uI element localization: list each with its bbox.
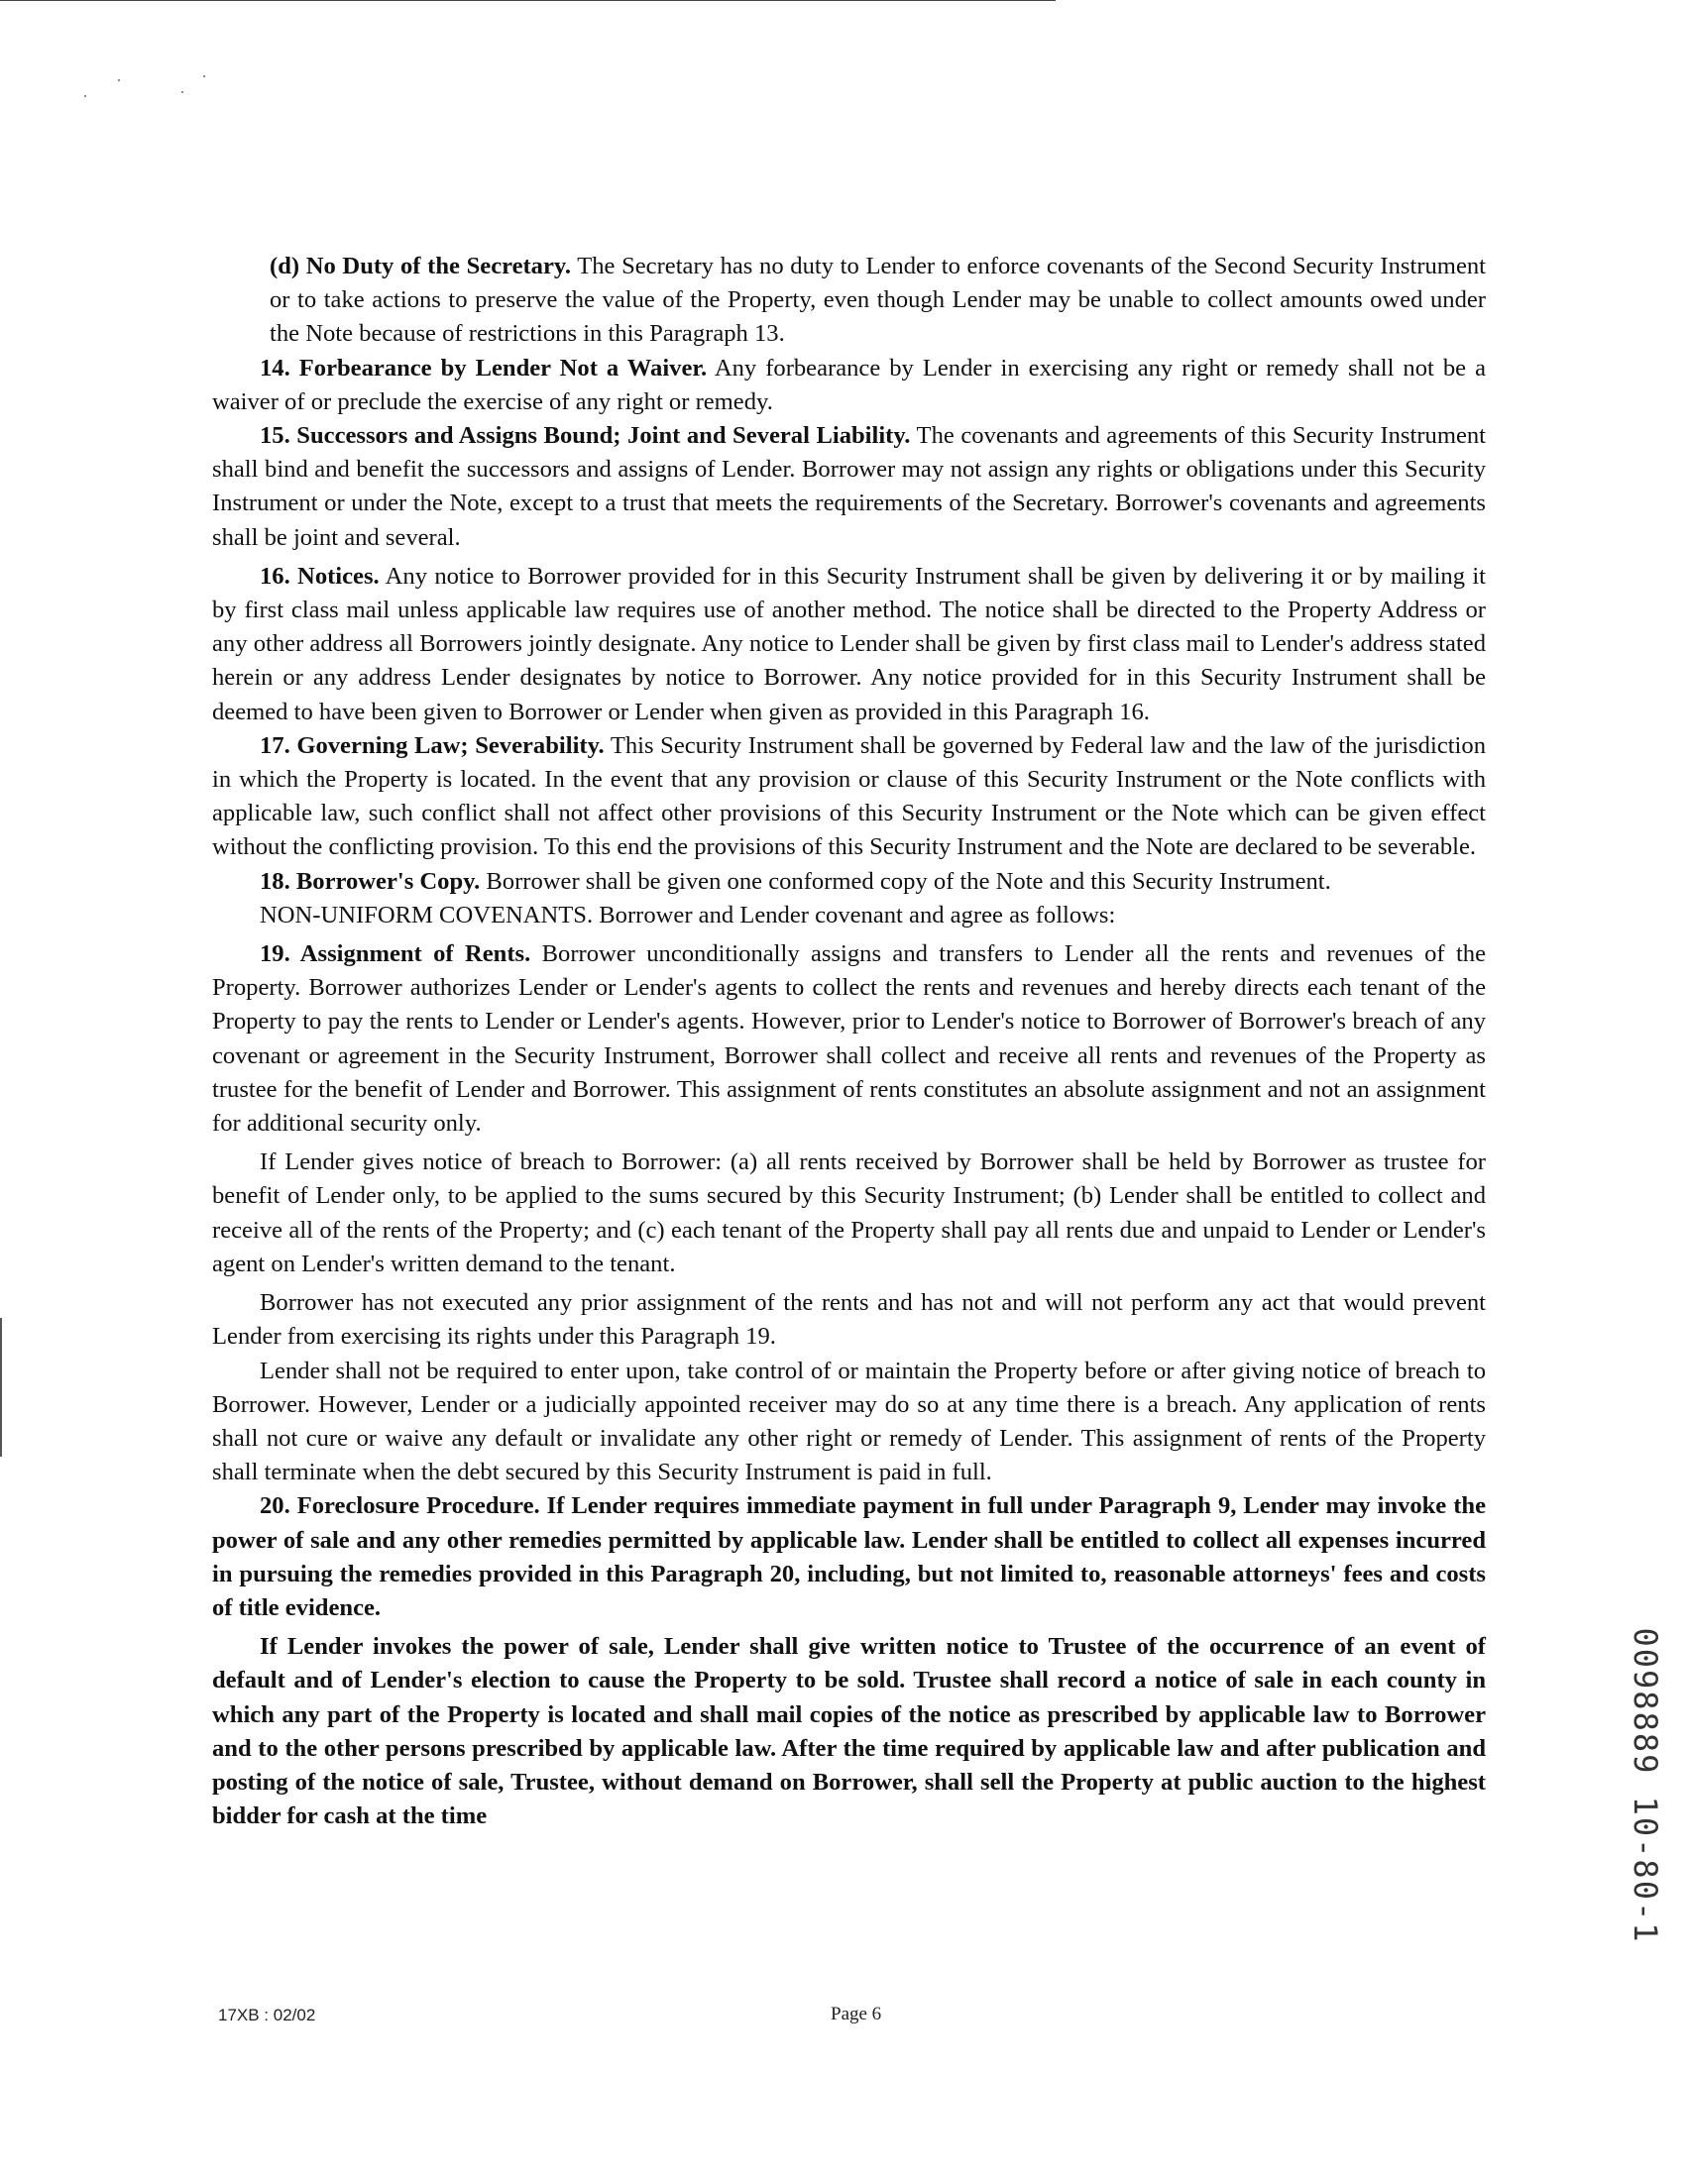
- side-stamp: [1616, 1587, 1675, 1984]
- page-number: Page 6: [831, 2004, 882, 2024]
- side-stamp-text: 0098889 10-80-1: [1627, 1627, 1664, 1944]
- paragraph-20-power-of-sale: If Lender invokes the power of sale, Lender shall give written notice to Trustee of the occurrence of an event of default and of Lender's election to cause the Property to be sold. Trustee shall record a notice of sale in each county in which any part of the Property is located and shall mail copies of the notice as prescribed by applicable law to Borrower and to the other persons prescribed by applicable law. After the time required by applicable law and after publication and posting of the notice of sale, Trustee, without demand on Borrower, shall sell the Property at public auction to the highest bidder for cash at the time: [212, 1633, 1486, 1830]
- paragraph-14: [212, 352, 1486, 419]
- non-uniform-covenants-intro: NON-UNIFORM COVENANTS. Borrower and Lender covenant and agree as follows:: [260, 901, 1116, 928]
- paragraph-16: [212, 560, 1486, 729]
- paragraph-text: The covenants and agreements of this Security Instrument shall bind and benefit the successors and assigns of Lender. Borrower may not assign any rights or obligations under this Security Instrument or under the Note, except to a trust that meets the requirements of the Secretary. Borrower's covenants and agreements shall be joint and several.: [212, 422, 1486, 551]
- paragraph-heading: (d) No Duty of the Secretary.: [270, 253, 571, 279]
- scan-speck: [181, 91, 183, 93]
- document-body: [212, 250, 1486, 1833]
- paragraph-heading: 15. Successors and Assigns Bound; Joint and Several Liability.: [260, 422, 911, 450]
- paragraph-19-breach-notice: If Lender gives notice of breach to Borrower: (a) all rents received by Borrower shall be held by Borrower as trustee for benefit of Lender only, to be applied to the sums secured by this Security Instrument; (b) Lender shall be entitled to collect and receive all of the rents of the Property; and (c) each tenant of the Property shall pay all rents due and unpaid to Lender or Lender's agent on Lender's written demand to the tenant.: [212, 1148, 1486, 1277]
- paragraph-19: [212, 937, 1486, 1141]
- paragraph-19-prior-assignment: Borrower has not executed any prior assignment of the rents and has not and will not perform any act that would prevent Lender from exercising its rights under this Paragraph 19.: [212, 1289, 1486, 1351]
- paragraph-17: [212, 729, 1486, 865]
- left-edge-scan-mark: [0, 1318, 2, 1457]
- paragraph-heading: 18. Borrower's Copy.: [260, 867, 481, 895]
- paragraph-text: Any forbearance by Lender in exercising any right or remedy shall not be a waiver of or preclude the exercise of any right or remedy.: [212, 354, 1486, 415]
- paragraph-heading: 16. Notices.: [260, 562, 380, 590]
- paragraph-19-control: Lender shall not be required to enter upon, take control of or maintain the Property before or after giving notice of breach to Borrower. However, Lender or a judicially appointed receiver may do so at any time there is a breach. Any application of rents shall not cure or waive any default or invalidate any other right or remedy of Lender. This assignment of rents of the Property shall terminate when the debt secured by this Security Instrument is paid in full.: [212, 1357, 1486, 1486]
- paragraph-heading: 19. Assignment of Rents.: [260, 940, 531, 968]
- scan-speck: [203, 75, 205, 77]
- paragraph-13d: [212, 250, 1486, 352]
- scan-speck: [118, 79, 120, 81]
- paragraph-text: Borrower shall be given one conformed copy of the Note and this Security Instrument.: [480, 867, 1331, 895]
- paragraph-text: Any notice to Borrower provided for in this Security Instrument shall be given by delivering it or by mailing it by first class mail unless applicable law requires use of another method. The notice shall be directed to the Property Address or any other address all Borrowers jointly designate. Any notice to Lender shall be given by first class mail to Lender's address stated herein or any address Lender designates by notice to Borrower. Any notice provided for in this Security Instrument shall be deemed to have been given to Borrower or Lender when given as provided in this Paragraph 16.: [212, 562, 1486, 725]
- form-code: 17XB : 02/02: [218, 2006, 316, 2024]
- paragraph-20: 20. Foreclosure Procedure. If Lender requires immediate payment in full under Paragraph 9, Lender may invoke the power of sale and any other remedies permitted by applicable law. Lender shall be entitled to collect all expenses incurred in pursuing the remedies provided in this Paragraph 20, including, but not limited to, reasonable attorneys' fees and costs of title evidence.: [212, 1492, 1486, 1621]
- scan-speck: [84, 95, 86, 97]
- paragraph-heading: 17. Governing Law; Severability.: [260, 731, 605, 759]
- scan-specks: [84, 69, 223, 109]
- paragraph-heading: 14. Forbearance by Lender Not a Waiver.: [260, 354, 708, 382]
- paragraph-text: This Security Instrument shall be governed by Federal law and the law of the jurisdiction in which the Property is located. In the event that any provision or clause of this Security Instrument or the Note conflicts with applicable law, such conflict shall not affect other provisions of this Security Instrument or the Note which can be given effect without the conflicting provision. To this end the provisions of this Security Instrument and the Note are declared to be severable.: [212, 731, 1486, 861]
- top-scan-rule: [0, 0, 1056, 1]
- paragraph-15: [212, 419, 1486, 555]
- paragraph-text: The Secretary has no duty to Lender to enforce covenants of the Second Security Instrument or to take actions to preserve the value of the Property, even though Lender may be unable to collect amounts owed under the Note because of restrictions in this Paragraph 13.: [270, 253, 1486, 348]
- paragraph-text: Borrower unconditionally assigns and transfers to Lender all the rents and revenues of the Property. Borrower authorizes Lender or Lender's agents to collect the rents and revenues and hereby directs each tenant of the Property to pay the rents to Lender or Lender's agents. However, prior to Lender's notice to Borrower of Borrower's breach of any covenant or agreement in the Security Instrument, Borrower shall collect and receive all rents and revenues of the Property as trustee for the benefit of Lender and Borrower. This assignment of rents constitutes an absolute assignment and not an assignment for additional security only.: [212, 940, 1487, 1138]
- paragraph-18: [212, 865, 1486, 899]
